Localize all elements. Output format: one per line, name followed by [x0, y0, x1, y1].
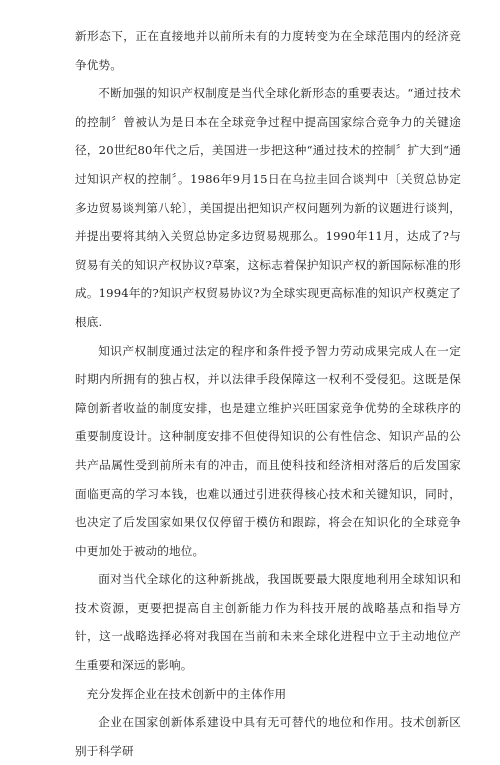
paragraph-4: 面对当代全球化的这种新挑战，我国既要最大限度地利用全球知识和技术资源，更要把提高自主创新能力作为科技开展的战略基点和指导方针，这一战略选择必将对我国在当前和未来全球化进程中立于主动地位产生重要和深远的影响。: [75, 572, 461, 673]
paragraph-3: 知识产权制度通过法定的程序和条件授予智力劳动成果完成人在一定时期内所拥有的独占权，并以法律手段保障这一权利不受侵犯。这既是保障创新者收益的制度安排，也是建立维护兴旺国家竞争优势的全球秩序的重要制度设计。这种制度安排不但使得知识的公有性信念、知识产品的公共产品属性受到前所未有的冲击，而且使科技和经济相对落后的后发国家面临更高的学习本钱，也难以通过引进获得核心技术和关键知识，同时，也决定了后发国家如果仅仅停留于模仿和跟踪，将会在知识化的全球竞争中更加处于被动的地位。: [75, 343, 461, 558]
paragraph-5: 企业在国家创新体系建设中具有无可替代的地位和作用。技术创新区别于科学研: [75, 715, 461, 758]
document-body: [75, 22, 461, 765]
section-heading: 充分发挥企业在技术创新中的主体作用: [86, 686, 287, 701]
paragraph-2: 不断加强的知识产权制度是当代全球化新形态的重要表达。“通过技术的控制〞曾被认为是日本在全球竞争过程中提高国家综合竞争力的关键途径，20世纪80年代之后，美国进一步把这种“通过技术的控制〞扩大到“通过知识产权的控制〞。1986年9月15日在乌拉圭回合谈判中〔关贸总协定多边贸易谈判第八轮〕，美国提出把知识产权问题列为新的议题进行谈判，并提出要将其纳入关贸总协定多边贸易规那么。1990年11月，达成了?与贸易有关的知识产权协议?草案，这标志着保护知识产权的新国际标准的形成。1994年的?知识产权贸易协议?为全球实现更高标准的知识产权奠定了根底.: [75, 86, 461, 329]
paragraph-1: 新形态下，正在直接地并以前所未有的力度转变为在全球范围内的经济竞争优势。: [75, 29, 461, 72]
